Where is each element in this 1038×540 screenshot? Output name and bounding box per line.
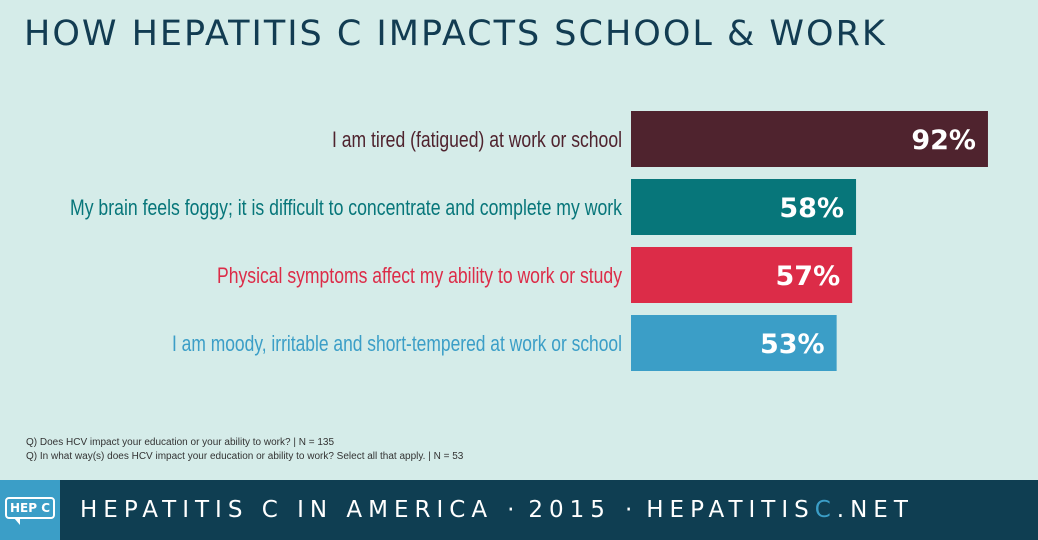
category-label: Physical symptoms affect my ability to work or study: [217, 263, 622, 288]
category-label: My brain feels foggy; it is difficult to concentrate and complete my work: [70, 195, 623, 220]
category-label: I am tired (fatigued) at work or school: [332, 127, 622, 152]
logo-bubble-tail: [14, 518, 20, 525]
footer-site-suffix: .NET: [836, 497, 914, 523]
footer-site-prefix: HEPATITIS: [646, 497, 815, 523]
footer-site-accent: C: [814, 497, 837, 523]
survey-notes: [26, 436, 463, 464]
footer-separator: ·: [624, 497, 633, 523]
footer-site-link[interactable]: [646, 497, 914, 523]
value-label: 92%: [911, 125, 976, 156]
note-line: Q) In what way(s) does HCV impact your education or ability to work? Select all that apply. | N = 53: [26, 451, 464, 462]
value-label: 58%: [779, 193, 845, 224]
footer-year: 2015: [528, 497, 611, 523]
bar-chart: [0, 100, 1038, 390]
logo-speech-bubble: HEP C: [5, 497, 55, 519]
category-label: I am moody, irritable and short-tempered at work or school: [172, 331, 622, 356]
value-label: 57%: [775, 261, 841, 292]
footer-text: [80, 480, 914, 540]
footer-bar: [0, 480, 1038, 540]
note-line: Q) Does HCV impact your education or your ability to work? | N = 135: [26, 437, 335, 448]
hep-c-logo[interactable]: [0, 480, 60, 540]
footer-publication: HEPATITIS C IN AMERICA: [80, 497, 494, 523]
chart-title: HOW HEPATITIS C IMPACTS SCHOOL & WORK: [24, 14, 887, 54]
footer-separator: ·: [507, 497, 515, 523]
value-label: 53%: [759, 329, 825, 360]
